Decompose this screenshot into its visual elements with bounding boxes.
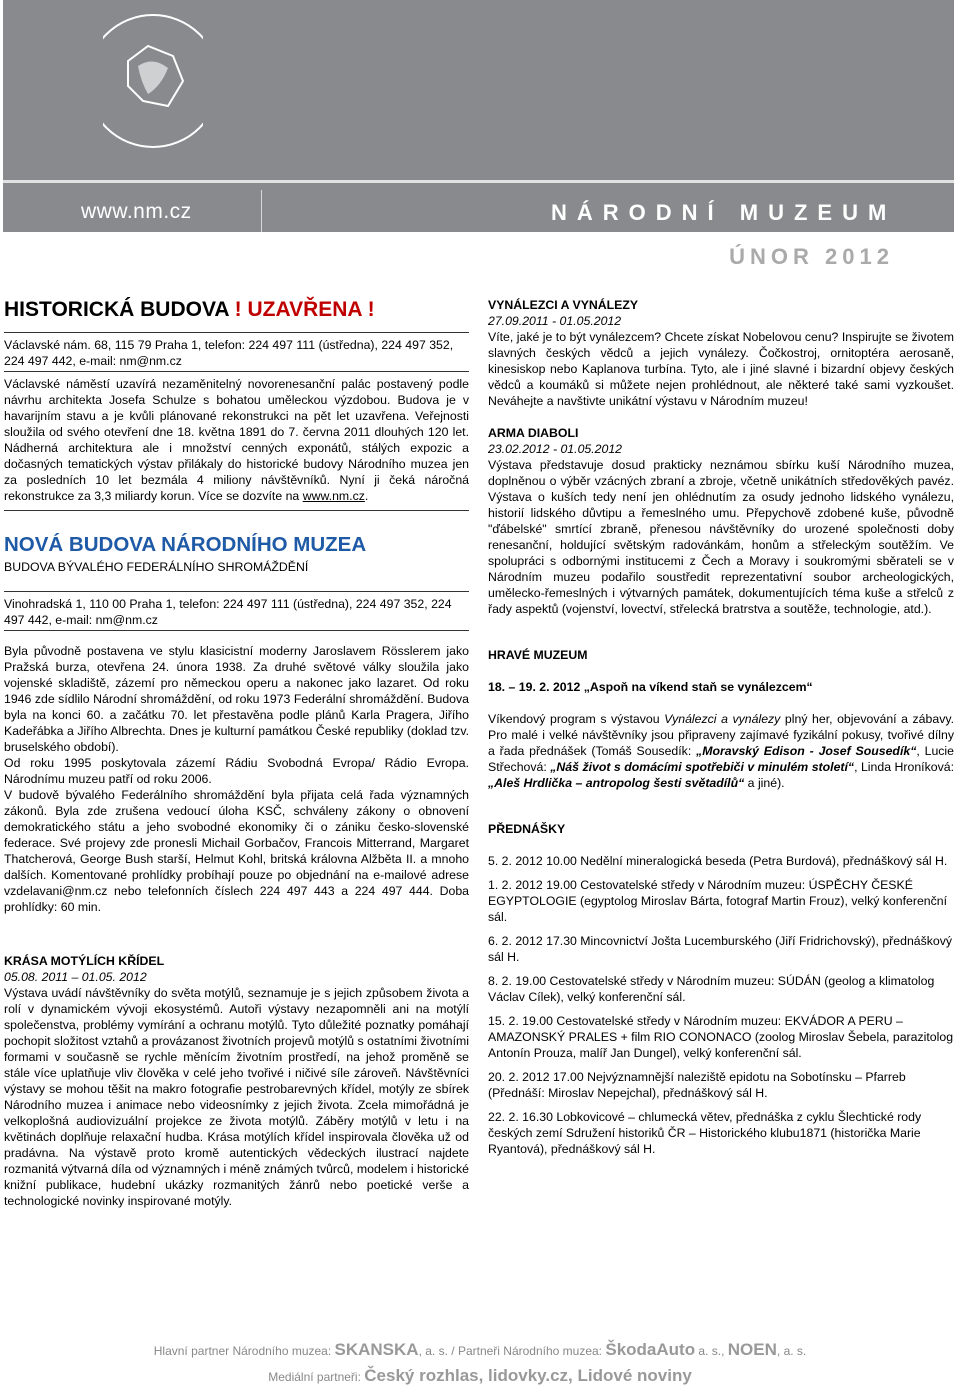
playful-text: Víkendový program s výstavou Vynálezci a vynálezy plný her, objevování a zábavy. Pro malé i velké návštěvníky jsou připraveny zajímavé fyzikální pokusy, tvořivé dílny a řada přednášek (Tomáš Sousedík: „Moravský Edison - Josef Sousedík“, Lucie Střechová: „Náš život s domácími spotřebiči v minulém století“, Linda Hroníková: „Aleš Hrdlička – antropolog šesti světadílů“ a jiné). (488, 712, 954, 790)
lecture-item: 6. 2. 2012 17.30 Mincovnictví Jošta Lucemburského (Jiří Fridrichovský), přednáškový sál H. (488, 934, 953, 964)
lecture-item: 1. 2. 2012 19.00 Cestovatelské středy v Národním muzeu: ÚSPĚCHY ČESKÉ EGYPTOLOGIE (egyptolog Miroslav Bárta, fotograf Martin Frouz), velký konferenční sál. (488, 878, 948, 924)
historic-title: HISTORICKÁ BUDOVA ! UZAVŘENA ! (4, 298, 375, 321)
nm-link[interactable]: www.nm.cz (302, 489, 365, 503)
footer-line2: Mediální partneři: Český rozhlas, lidovky.cz, Lidové noviny (268, 1366, 692, 1385)
newbuilding-title: NOVÁ BUDOVA NÁRODNÍHO MUZEA (4, 533, 367, 556)
footer-partners (0, 1340, 960, 1386)
divider-line (4, 371, 469, 372)
butterflies-dates: 05.08. 2011 – 01.05. 2012 (4, 970, 147, 984)
banner-url[interactable]: www.nm.cz (81, 200, 192, 223)
butterflies-text: Výstava uvádí návštěvníky do světa motýlů, seznamuje je s jejich způsobem života a rolí v dynamickém vývoji ekosystémů. Autoři výstavy nezapomněli ani na motýlí společenstva, problémy vymírání a ochranu motýlů. Tyto důležité poznatky pomáhají pochopit složitost vztahů a provázanost životních projevů motýlů s ostatními životními formami v současně se rychle měnícím životním prostředí, na jehož proměně se stále více uplatňuje vliv člověka v celé jeho tvořivé i ničivé síle zároveň. Návštěvníci výstavy se mohou těšit na makro fotografie pestrobarevných křídel, motýly ze sbírek Národního muzea i animace nebo videosnímky z jejich života. Zcela mimořádná je velkoplošná audiovizuální projekce ze života motýlů. Záběry motýlů v letu i na květinách doplňuje relaxační hudba. Krása motýlích křídel inspirovala člověka už od pradávna. Na výstavě proto kromě autentických vědeckých ilustrací najdete rozmanitá výtvarná díla od významných i méně známých tvůrců, modelem i historické knižní publikace, hudební ukázky rozmanitých žánrů nebo poetické verše a technologické novinky inspirované motýly. (4, 986, 469, 1208)
diaboli-dates: 23.02.2012 - 01.05.2012 (488, 442, 623, 456)
divider-line (4, 510, 469, 511)
diaboli-text: Výstava představuje dosud prakticky neznámou sbírku kuší Národního muzea, doplněnou o výběr vzácných zbraní a zbroje, včetně unikátních středověkých pavéz. Výstava o kuších tedy není jen ohlédnutím za osudy jednoho lidského vynálezu, historií lidského důvtipu a řemeslného umu. Přepychově zdobené kuše, původně "ďábelské" smrtící zbraně, přenesou návštěvníky do urozené společnosti doby renesanční, holdující světským radovánkám, honům a střeleckým soutěžím. Ve spolupráci s odbornými institucemi z Čech a Moravy i soukromými sběrateli se v Národním muzeu podařilo soustředit reprezentativní soubor archeologických, umělecko-řemeslných i výtvarných památek, dokumentujících téma kuše a střelců z řady aspektů (vojenství, lovectví, střelecká bratrstva a soutěže, technologie, atd.). (488, 458, 954, 616)
lectures-title: PŘEDNÁŠKY (488, 822, 566, 836)
inventions-title: VYNÁLEZCI A VYNÁLEZY (488, 298, 639, 312)
banner-title: NÁRODNÍ MUZEUM (551, 200, 897, 225)
historic-address: Václavské nám. 68, 115 79 Praha 1, telefon: 224 497 111 (ústředna), 224 497 352, 224 497 442, e-mail: nm@nm.cz (4, 338, 454, 368)
divider-line (4, 332, 469, 333)
header-banner (3, 0, 954, 232)
divider-line (4, 591, 469, 592)
footer-line1: Hlavní partner Národního muzea: SKANSKA, a. s. / Partneři Národního muzea: ŠkodaAuto a. s., NOEN, a. s. (153, 1340, 807, 1359)
museum-seal-logo (103, 6, 203, 156)
newbuilding-subtitle: BUDOVA BÝVALÉHO FEDERÁLNÍHO SHROMÁŽDĚNÍ (4, 560, 309, 574)
banner-divider (261, 190, 262, 232)
playful-event: 18. – 19. 2. 2012 „Aspoň na víkend staň se vynálezcem“ (488, 680, 813, 694)
banner-stripe (3, 180, 954, 183)
newbuilding-para3: V budově bývalého Federálního shromáždění byla přijata celá řada významných zákonů. Byla zde zrušena vedoucí úloha KSČ, schváleny zákony o obnovení demokratického státu a jeho svobodné ekonomiky či o zániku česko-slovenské federace. Své projevy zde pronesli Michail Gorbačov, Francois Mitterrand, Margaret Thatcherová, George Bush starší, Helmut Kohl, britská královna Alžběta II. a mnoho dalších. Komentované prohlídky probíhají pouze po objednání na e-mailové adrese vzdelavani@nm.cz nebo telefonních číslech 224 497 443 a 224 497 444. Doba prohlídky: 60 min. (4, 788, 469, 914)
playful-title: HRAVÉ MUZEUM (488, 648, 588, 662)
issue-month: ÚNOR 2012 (729, 244, 894, 269)
divider-line (4, 630, 469, 631)
inventions-text: Víte, jaké je to být vynálezcem? Chcete získat Nobelovou cenu? Inspirujte se životem slavných českých vědců a jejich vynálezy. Čočkostroj, ornitoptéra aerosaně, kinesiskop nebo Kaplanova turbína. Tyto, ale i jiné slavné i bizardní objevy českých vědců a koumáků si můžete nejen prohlédnout, ale některé také sami vyzkoušet. Neváhejte a navštivte unikátní výstavu v Národním muzeu! (488, 330, 954, 408)
newbuilding-address: Vinohradská 1, 110 00 Praha 1, telefon: 224 497 111 (ústředna), 224 497 352, 224 497 442, e-mail: nm@nm.cz (4, 597, 452, 627)
right-column (488, 297, 954, 1157)
inventions-dates: 27.09.2011 - 01.05.2012 (488, 314, 622, 328)
lecture-item: 15. 2. 19.00 Cestovatelské středy v Národním muzeu: EKVÁDOR A PERU – AMAZONSKÝ PRALES + film RIO CONONACO (zoolog Miroslav Šebela, parazitolog Antonín Prouza, malíř Jan Dungel), velký konferenční sál. (488, 1014, 954, 1060)
lecture-item: 5. 2. 2012 10.00 Nedělní mineralogická beseda (Petra Burdová), přednáškový sál H. (488, 854, 948, 868)
lecture-item: 22. 2. 16.30 Lobkovicové – chlumecká větev, přednáška z cyklu Šlechtické rody českých zemí Sdružení historiků ČR – Historického klubu1871 (historička Marie Ryantová), přednáškový sál H. (488, 1110, 922, 1156)
historic-text: Václavské náměstí uzavírá nezaměnitelný novorenesanční palác postavený podle návrhu architekta Josefa Schulze s bohatou uměleckou výzdobou. Budova je v havarijním stavu a je kvůli plánované rekonstrukci na pět let uzavřena. Veřejnosti sloužila od svého otevření dne 18. května 1891 do 7. června 2011 dlouhých 120 let. Nádherná architektura ale i množství cenných exponátů, stálých expozic a dočasných tematických výstav přilákaly do historické budovy Národního muzea jen za posledních 10 let bezmála 4 miliony návštěvníků. Nyní ji čeká náročná rekonstrukce za 3,3 miliardy korun. Více se dozvíte na www.nm.cz. (4, 377, 469, 503)
left-column (4, 292, 469, 1209)
lecture-item: 8. 2. 19.00 Cestovatelské středy v Národním muzeu: SÚDÁN (geolog a klimatolog Václav Cílek), velký konferenční sál. (488, 974, 935, 1004)
diaboli-title: ARMA DIABOLI (488, 426, 579, 440)
lecture-item: 20. 2. 2012 17.00 Nejvýznamnější naleziště epidotu na Sobotínsku – Pfarreb (Přednáší: Miroslav Nepejchal), přednáškový sál H. (488, 1070, 906, 1100)
newbuilding-para1: Byla původně postavena ve stylu klasicistní moderny Jaroslavem Rösslerem jako Pražská burza, otevřena 24. února 1938. Za druhé světové války sloužila jako vojenské skladiště, zázemí pro německou operu a nakonec jako lazaret. Od roku 1946 zde sídlilo Národní shromáždění, od roku 1973 Federální shromáždění. Budova byla na konci 60. a začátku 70. let přestavěna podle plánů Karla Pragera, Jiřího Kadeřábka a Jiřího Albrechta. Dnes je kulturní památkou České republiky (doklad tzv. bruselského období). (4, 644, 469, 754)
newbuilding-para2: Od roku 1995 poskytovala zázemí Rádiu Svobodná Evropa/ Rádio Evropa. Národnímu muzeu patří od roku 2006. (4, 756, 469, 786)
butterflies-title: KRÁSA MOTÝLÍCH KŘÍDEL (4, 954, 165, 968)
